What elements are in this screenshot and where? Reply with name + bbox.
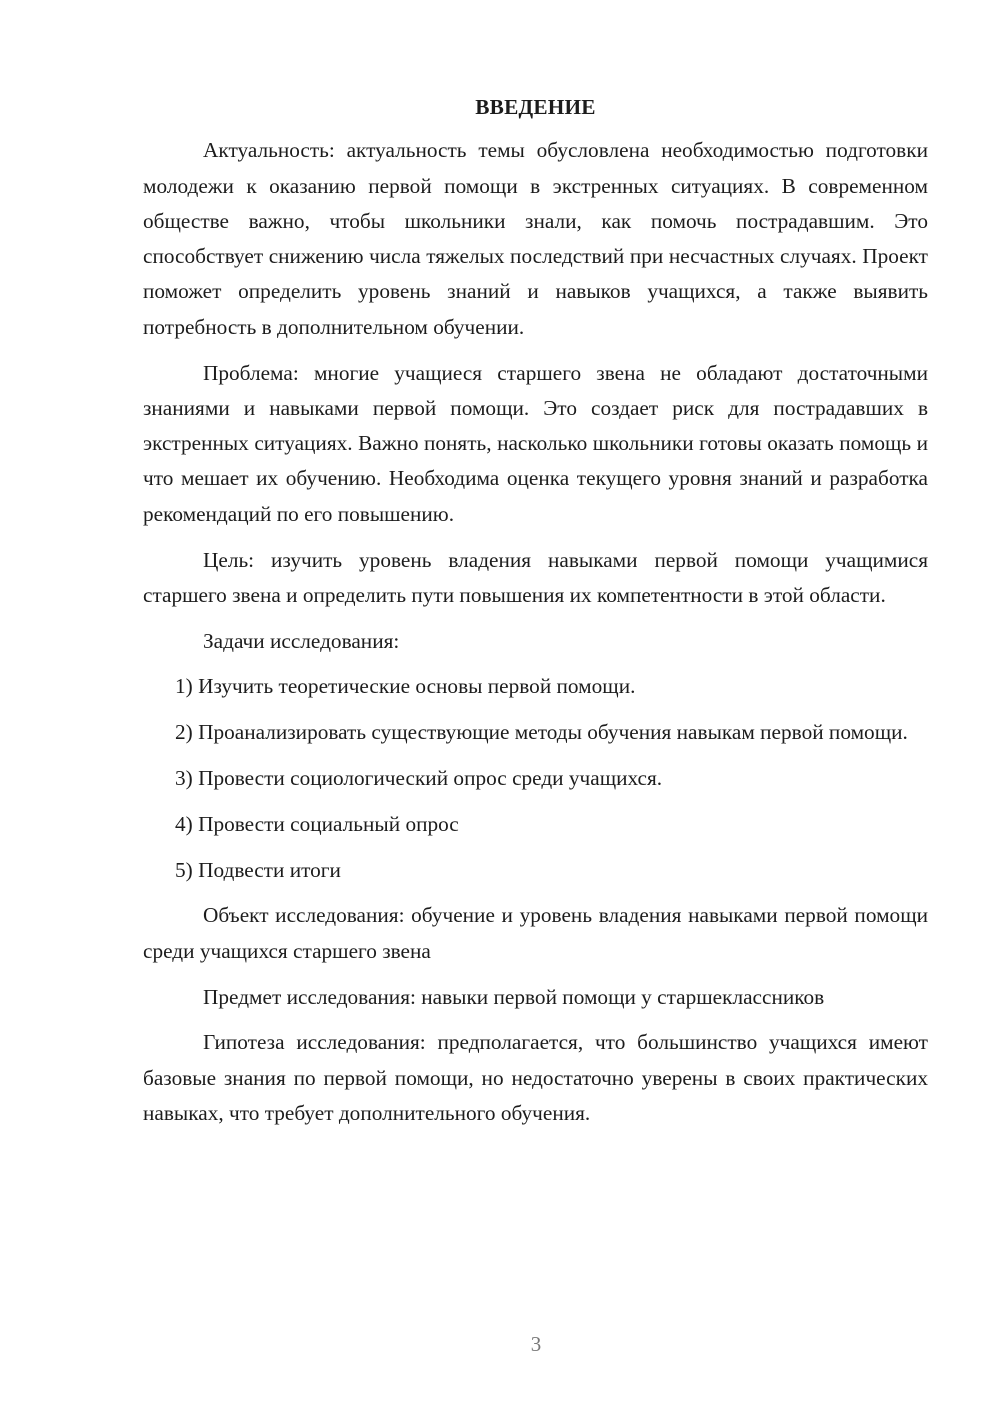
list-item: 5) Подвести итоги [175,857,341,882]
subject-paragraph: Предмет исследования: навыки первой помощи у старшеклассников [203,984,825,1009]
page-number: 3 [530,1332,542,1356]
tasks-list [143,669,928,887]
hypothesis-paragraph: Гипотеза исследования: предполагается, что большинство учащихся имеют базовые знания по первой помощи, но недостаточно уверены в своих практических навыках, что требует дополнительного обучения. [143,1030,928,1125]
list-item: 4) Провести социальный опрос [175,811,459,836]
relevance-paragraph: Актуальность: актуальность темы обусловлена необходимостью подготовки молодежи к оказанию первой помощи в экстренных ситуациях. В современном обществе важно, чтобы школьники знали, как помочь пострадавшим. Это способствует снижению числа тяжелых последствий при несчастных случаях. Проект поможет определить уровень знаний и навыков учащихся, а также выявить потребность в дополнительном обучении. [143,138,928,339]
page-title: ВВЕДЕНИЕ [475,95,596,119]
document-page [143,90,928,1131]
list-item: 1) Изучить теоретические основы первой помощи. [175,674,636,699]
problem-paragraph: Проблема: многие учащиеся старшего звена не обладают достаточными знаниями и навыками первой помощи. Это создает риск для пострадавших в экстренных ситуациях. Важно понять, насколько школьники готовы оказать помощь и что мешает их обучению. Необходима оценка текущего уровня знаний и разработка рекомендаций по его повышению. [143,360,928,526]
list-item: 3) Провести социологический опрос среди учащихся. [175,766,663,791]
object-paragraph: Объект исследования: обучение и уровень владения навыками первой помощи среди учащихся старшего звена [143,903,928,963]
list-item: 2) Проанализировать существующие методы обучения навыкам первой помощи. [175,720,908,745]
goal-paragraph: Цель: изучить уровень владения навыками первой помощи учащимися старшего звена и определить пути повышения их компетентности в этой области. [143,547,928,607]
tasks-heading: Задачи исследования: [203,628,400,653]
